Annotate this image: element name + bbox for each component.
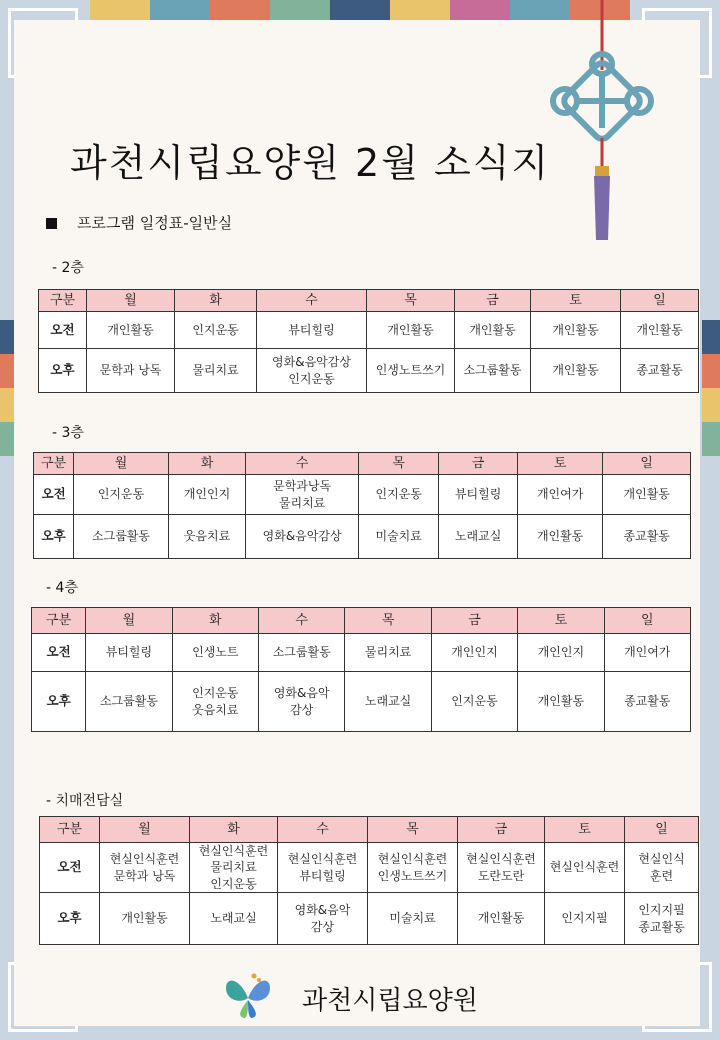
schedule-cell [531, 312, 621, 349]
schedule-cell [100, 893, 190, 945]
schedule-cell [86, 672, 172, 732]
schedule-cell [168, 475, 245, 515]
schedule-cell [367, 312, 455, 349]
activity-text: 물리치료 [278, 495, 326, 510]
activity-text: 현실인식훈련 [109, 852, 180, 867]
column-header: 토 [545, 817, 625, 843]
activity-text: 인지운동 [97, 487, 145, 502]
schedule-cell [518, 634, 604, 672]
activity-text: 개인활동 [537, 694, 585, 709]
column-header: 목 [367, 290, 455, 312]
activity-text: 개인활동 [121, 911, 168, 926]
activity-text: 노래교실 [364, 694, 412, 709]
activity-text: 현실인식훈련 [198, 844, 269, 859]
column-header: 구분 [40, 817, 100, 843]
activity-text: 개인여가 [536, 487, 584, 502]
schedule-cell [367, 349, 455, 393]
schedule-cell [358, 515, 438, 559]
schedule-table [38, 289, 699, 393]
column-header: 수 [259, 608, 345, 634]
schedule-cell [625, 843, 699, 893]
activity-text: 영화&음악감상 [262, 529, 342, 544]
activity-text: 웃음치료 [192, 702, 239, 717]
column-header: 금 [455, 290, 531, 312]
activity-text: 문학과 낭독 [113, 868, 176, 883]
column-header: 월 [100, 817, 190, 843]
schedule-cell [455, 312, 531, 349]
schedule-cell [517, 475, 603, 515]
activity-text: 개인활동 [477, 911, 525, 926]
schedule-cell [439, 475, 517, 515]
column-header: 화 [190, 817, 278, 843]
schedule-cell [368, 843, 458, 893]
schedule-cell [603, 475, 691, 515]
row-header: 오전 [34, 475, 74, 515]
activity-text: 개인활동 [552, 363, 599, 378]
column-header: 금 [458, 817, 545, 843]
activity-text: 인생노트 [192, 645, 239, 660]
activity-text: 개인활동 [387, 322, 434, 337]
schedule-cell [517, 515, 603, 559]
schedule-cell [175, 349, 257, 393]
schedule-cell [621, 349, 699, 393]
column-header: 수 [257, 290, 367, 312]
activity-text: 종교활동 [636, 363, 683, 378]
column-header: 금 [431, 608, 517, 634]
activity-text: 물리치료 [364, 645, 412, 660]
schedule-cell [604, 672, 690, 732]
activity-text: 현실인식훈련 [466, 852, 536, 867]
schedule-cell [278, 843, 368, 893]
column-header: 구분 [32, 608, 86, 634]
schedule-cell [74, 515, 169, 559]
schedule-cell [603, 515, 691, 559]
schedule-cell [278, 893, 368, 945]
activity-text: 개인활동 [636, 322, 683, 337]
activity-text: 감상 [310, 919, 335, 934]
activity-text: 현실인식 [638, 852, 685, 867]
column-header: 토 [517, 453, 603, 475]
column-header: 목 [368, 817, 458, 843]
table-row [32, 634, 691, 672]
schedule-table [31, 607, 691, 732]
activity-text: 개인인지 [451, 645, 498, 660]
column-header: 월 [74, 453, 169, 475]
activity-text: 현실인식훈련 [287, 852, 358, 867]
footer-organization-name: 과천시립요양원 [302, 986, 478, 1016]
table-row [39, 312, 699, 349]
activity-text: 종교활동 [624, 694, 671, 709]
schedule-cell [190, 843, 278, 893]
activity-text: 개인활동 [107, 322, 154, 337]
schedule-cell [246, 515, 359, 559]
schedule-table [39, 816, 699, 945]
activity-text: 인지운동 [210, 876, 257, 891]
schedule-cell [257, 312, 367, 349]
column-header: 목 [345, 608, 431, 634]
column-header: 토 [518, 608, 604, 634]
activity-text: 종교활동 [638, 919, 685, 934]
floor-label: - 2층 [52, 260, 84, 276]
floor-label: - 4층 [46, 580, 78, 596]
activity-text: 개인인지 [537, 645, 585, 660]
activity-text: 인지지필 [561, 911, 608, 926]
activity-text: 뷰티힐링 [105, 645, 153, 660]
schedule-cell [545, 843, 625, 893]
activity-text: 뷰티힐링 [288, 322, 335, 337]
schedule-cell [257, 349, 367, 393]
row-header: 오후 [34, 515, 74, 559]
schedule-cell [86, 634, 172, 672]
activity-text: 현실인식훈련 [377, 852, 448, 867]
section-heading-text: 프로그램 일정표-일반실 [77, 214, 233, 232]
column-header: 월 [86, 608, 172, 634]
activity-text: 미술치료 [375, 529, 422, 544]
table-row [40, 893, 699, 945]
newsletter-title: 과천시립요양원 2월 소식지 [70, 141, 551, 185]
column-header: 화 [172, 608, 258, 634]
schedule-cell [455, 349, 531, 393]
column-header: 수 [246, 453, 359, 475]
activity-text: 인생노트쓰기 [375, 363, 446, 378]
activity-text: 종교활동 [623, 529, 670, 544]
activity-text: 인지운동 [192, 322, 239, 337]
activity-text: 개인활동 [469, 322, 516, 337]
schedule-cell [259, 672, 345, 732]
activity-text: 개인인지 [183, 487, 231, 502]
activity-text: 개인활동 [623, 487, 670, 502]
floor-label: - 치매전담실 [46, 793, 124, 809]
schedule-cell [518, 672, 604, 732]
activity-text: 인지운동 [288, 371, 335, 386]
activity-text: 물리치료 [192, 363, 239, 378]
activity-text: 영화&음악 [273, 686, 330, 701]
schedule-cell [345, 634, 431, 672]
column-header: 구분 [34, 453, 74, 475]
activity-text: 인지운동 [192, 686, 239, 701]
butterfly-logo-icon [222, 968, 274, 1020]
activity-text: 뷰티힐링 [299, 868, 346, 883]
schedule-cell [621, 312, 699, 349]
column-header: 목 [358, 453, 438, 475]
schedule-cell [259, 634, 345, 672]
schedule-cell [431, 634, 517, 672]
column-header: 일 [603, 453, 691, 475]
schedule-cell [431, 672, 517, 732]
schedule-cell [168, 515, 245, 559]
schedule-cell [439, 515, 517, 559]
activity-text: 문학과낭독 [273, 479, 332, 494]
table-header-row [34, 453, 691, 475]
activity-text: 인지운동 [451, 694, 498, 709]
table-header-row [40, 817, 699, 843]
schedule-cell [172, 672, 258, 732]
activity-text: 영화&음악 [294, 903, 351, 918]
activity-text: 개인여가 [624, 645, 671, 660]
table-row [39, 349, 699, 393]
schedule-cell [345, 672, 431, 732]
table-row [40, 843, 699, 893]
schedule-cell [625, 893, 699, 945]
activity-text: 물리치료 [210, 860, 257, 875]
column-header: 일 [625, 817, 699, 843]
schedule-table [33, 452, 691, 559]
right-color-stripes [702, 320, 720, 456]
table-row [32, 672, 691, 732]
square-bullet-icon [46, 218, 57, 229]
activity-text: 인생노트쓰기 [377, 868, 448, 883]
activity-text: 훈련 [649, 868, 674, 883]
schedule-cell [458, 843, 545, 893]
section-heading [46, 212, 232, 233]
column-header: 화 [175, 290, 257, 312]
table-row [34, 475, 691, 515]
row-header: 오전 [40, 843, 100, 893]
schedule-cell [458, 893, 545, 945]
column-header: 수 [278, 817, 368, 843]
schedule-cell [531, 349, 621, 393]
schedule-cell [190, 893, 278, 945]
activity-text: 인지지필 [638, 903, 685, 918]
floor-label: - 3층 [52, 425, 84, 441]
row-header: 오후 [32, 672, 86, 732]
schedule-cell [172, 634, 258, 672]
schedule-cell [100, 843, 190, 893]
activity-text: 문학과 낭독 [99, 363, 162, 378]
activity-text: 미술치료 [389, 911, 436, 926]
schedule-cell [74, 475, 169, 515]
activity-text: 소그룹활동 [92, 529, 150, 544]
column-header: 화 [168, 453, 245, 475]
table-header-row [39, 290, 699, 312]
column-header: 월 [87, 290, 175, 312]
schedule-cell [358, 475, 438, 515]
activity-text: 개인활동 [552, 322, 599, 337]
column-header: 일 [604, 608, 690, 634]
row-header: 오전 [39, 312, 87, 349]
activity-text: 웃음치료 [183, 529, 231, 544]
schedule-cell [87, 349, 175, 393]
row-header: 오후 [39, 349, 87, 393]
schedule-cell [368, 893, 458, 945]
column-header: 구분 [39, 290, 87, 312]
activity-text: 소그룹활동 [99, 694, 158, 709]
table-header-row [32, 608, 691, 634]
activity-text: 노래교실 [210, 911, 257, 926]
schedule-cell [545, 893, 625, 945]
column-header: 토 [531, 290, 621, 312]
activity-text: 노래교실 [454, 529, 502, 544]
activity-text: 소그룹활동 [463, 363, 522, 378]
activity-text: 감상 [290, 702, 314, 717]
schedule-cell [604, 634, 690, 672]
activity-text: 인지운동 [375, 487, 422, 502]
activity-text: 현실인식훈련 [549, 860, 620, 875]
row-header: 오전 [32, 634, 86, 672]
activity-text: 뷰티힐링 [454, 487, 502, 502]
schedule-cell [87, 312, 175, 349]
activity-text: 영화&음악감상 [272, 355, 351, 370]
row-header: 오후 [40, 893, 100, 945]
activity-text: 개인활동 [536, 529, 584, 544]
schedule-cell [246, 475, 359, 515]
activity-text: 소그룹활동 [272, 645, 331, 660]
table-row [34, 515, 691, 559]
endless-knot-ornament-icon [545, 0, 655, 245]
activity-text: 도란도란 [477, 868, 525, 883]
schedule-cell [175, 312, 257, 349]
column-header: 금 [439, 453, 517, 475]
column-header: 일 [621, 290, 699, 312]
